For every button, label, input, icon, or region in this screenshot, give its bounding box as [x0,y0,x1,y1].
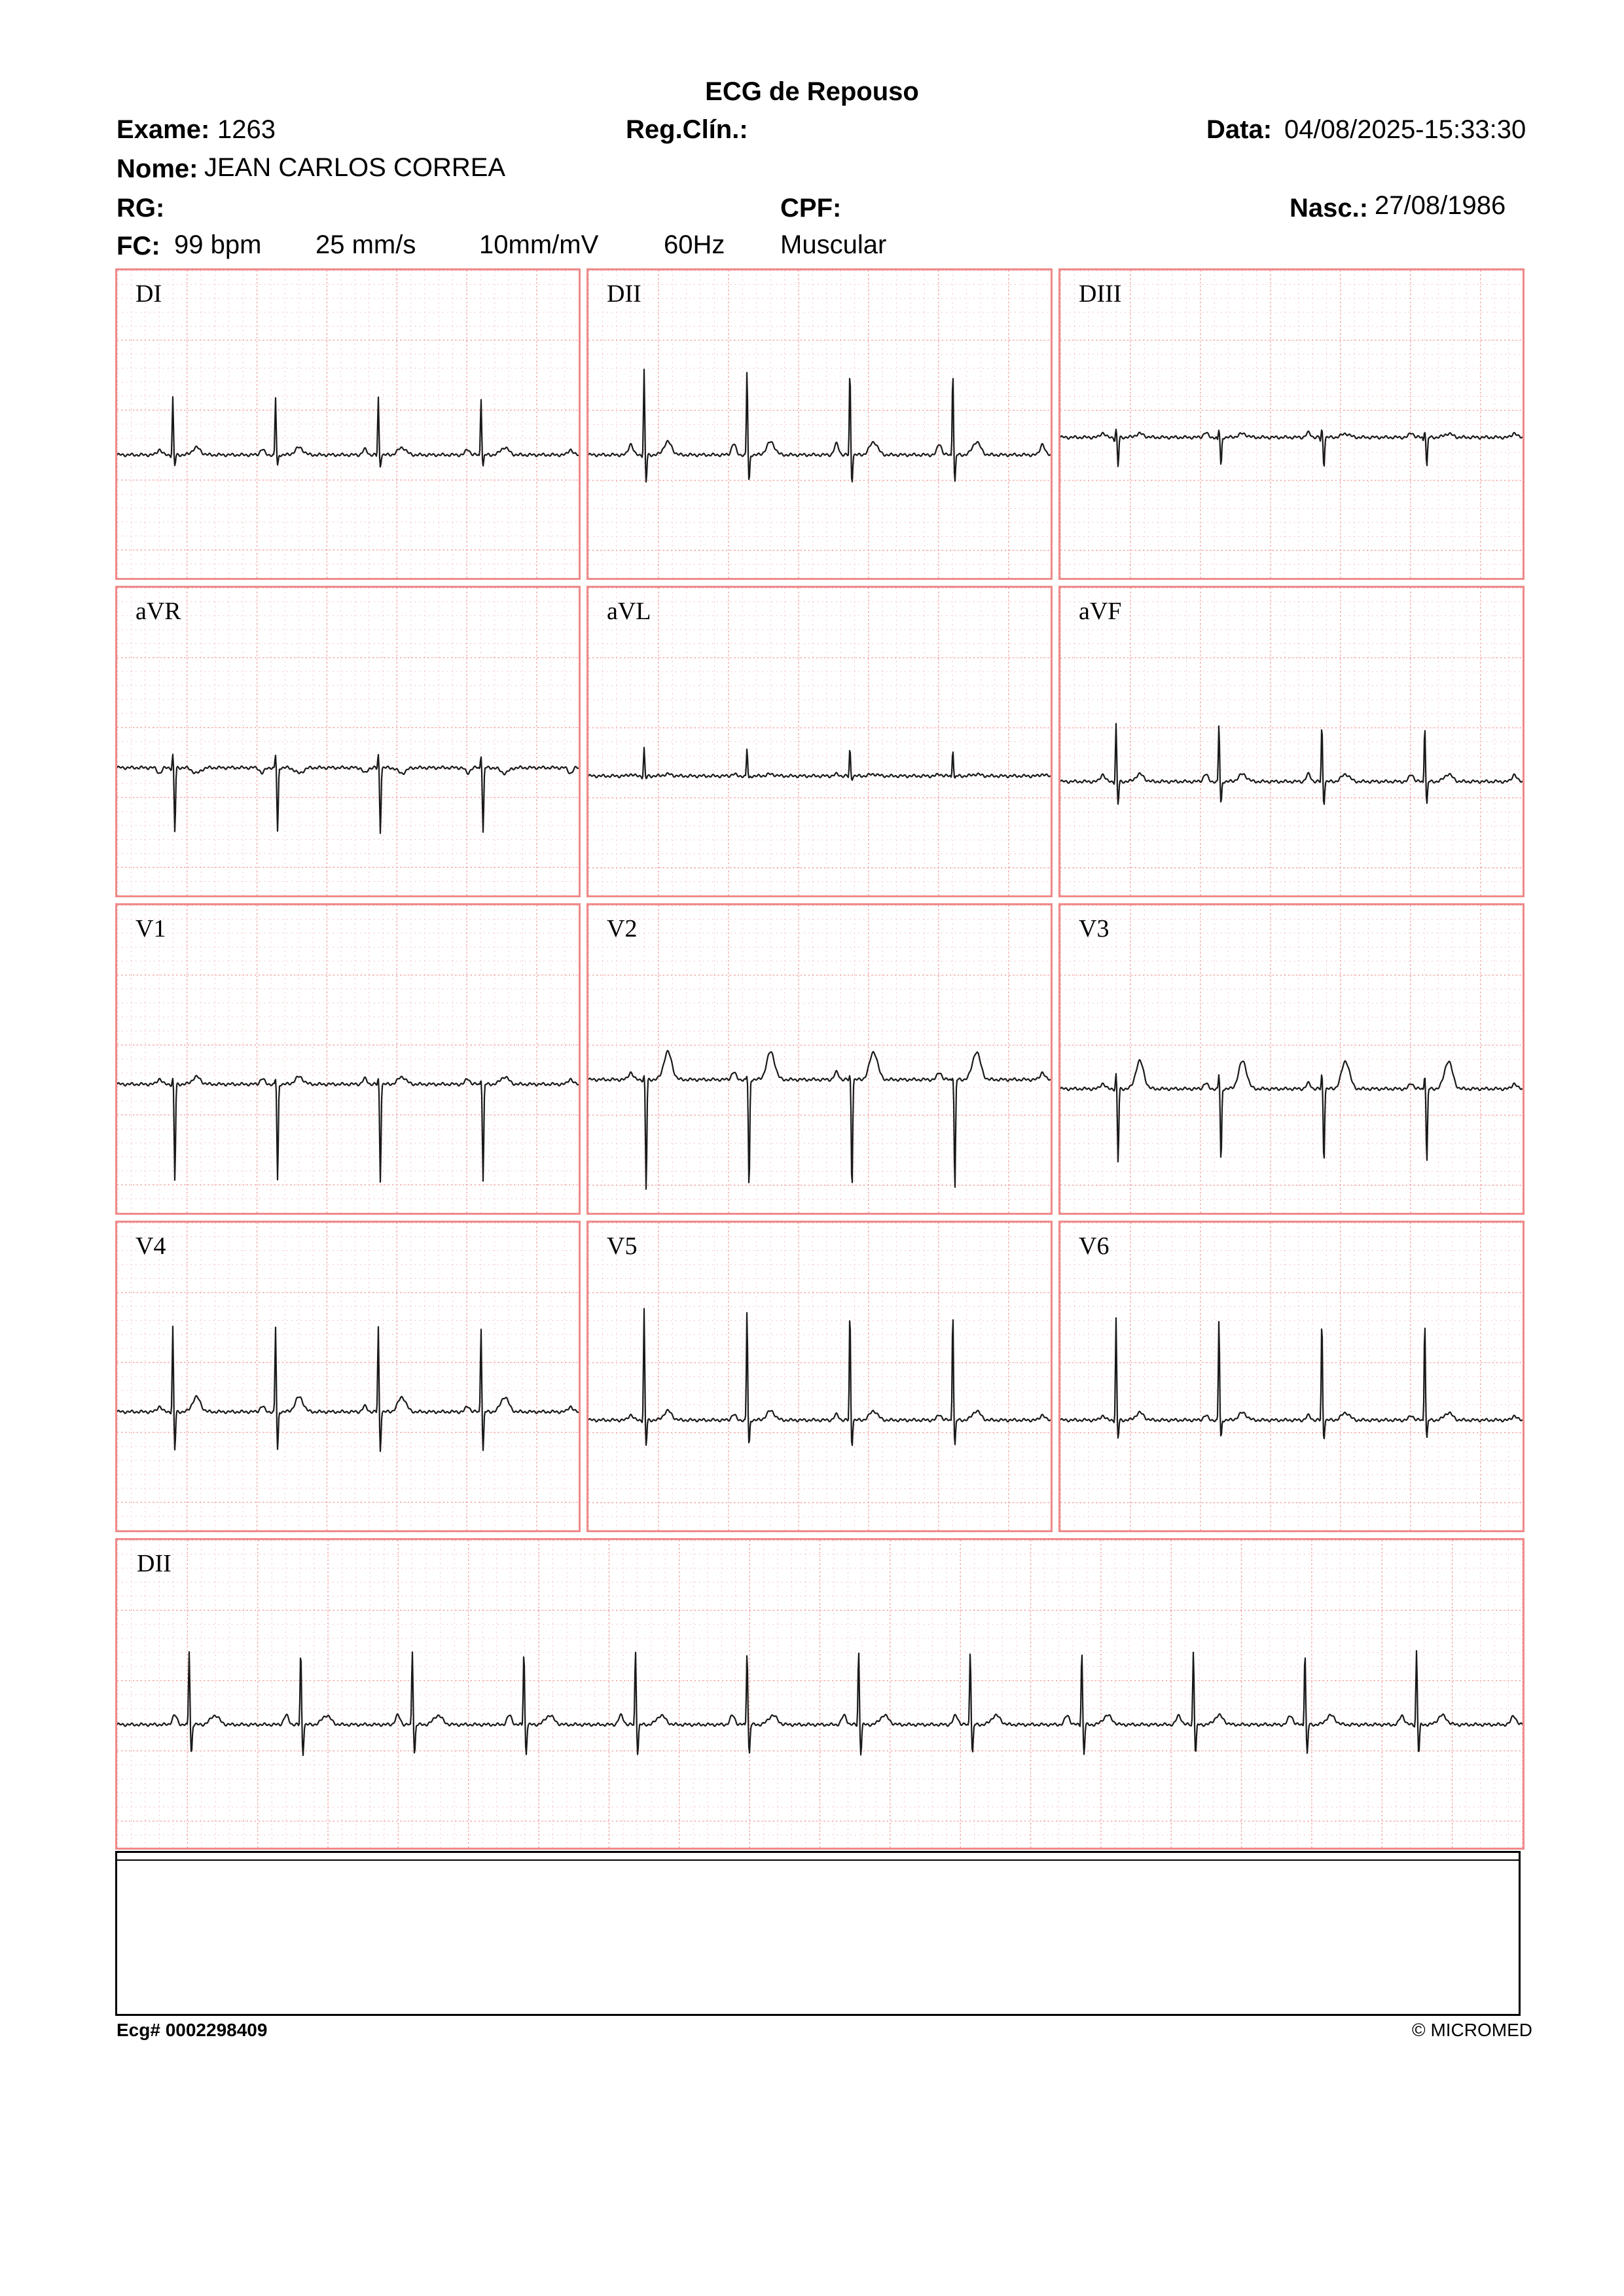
lead-label: DI [135,280,162,308]
ecg-waveform [1060,1060,1523,1162]
grid-minor [1060,588,1523,895]
grid-minor [117,588,579,895]
lead-panel-v6 [1058,1221,1525,1532]
fc-label: FC: [117,232,160,260]
lead-label: V6 [1079,1232,1110,1260]
grid-minor [1060,1223,1523,1530]
nasc-label: Nasc.: [1290,194,1369,223]
exame-label: Exame: [117,115,210,144]
ecg-waveform [588,369,1051,482]
lead-label: aVR [135,598,181,625]
ecg-trace [1060,905,1523,1213]
lead-label: V4 [135,1232,166,1260]
cpf-label: CPF: [780,194,842,223]
lead-panel-v2 [586,903,1053,1215]
grid-minor [1060,270,1523,578]
ecg-trace [117,588,579,895]
ecg-waveform [588,1309,1051,1446]
lead-panel-v1 [115,903,581,1215]
ecg-trace [1060,1223,1523,1530]
ecg-trace [117,1540,1523,1848]
lead-label: V2 [607,915,638,942]
ecg-waveform [1060,1318,1523,1439]
ecg-trace [1060,270,1523,578]
lead-panel-di [115,268,581,580]
ecg-trace [588,1223,1051,1530]
lead-panel-v3 [1058,903,1525,1215]
exame-value: 1263 [217,115,276,144]
lead-label: DII [137,1550,171,1577]
lead-label: aVL [607,598,651,625]
regclin-label: Reg.Clín.: [626,115,748,144]
ecg-waveform [1060,429,1523,467]
ecg-waveform [117,397,579,467]
lead-label: V3 [1079,915,1110,942]
ecg-trace [1060,588,1523,895]
nome-label: Nome: [117,154,198,183]
lead-label: DII [607,280,641,308]
grid-minor [588,270,1051,578]
ecg-waveform [1060,724,1523,804]
gain: 10mm/mV [479,230,599,259]
ecg-trace [588,588,1051,895]
report-title: ECG de Repouso [705,77,919,106]
lead-panel-diii [1058,268,1525,580]
copyright: © MICROMED [1412,2020,1532,2040]
data-value: 04/08/2025-15:33:30 [1284,115,1526,144]
grid-minor [1060,905,1523,1213]
ecg-trace [588,905,1051,1213]
fc-value: 99 bpm [174,230,262,259]
comment-box [115,1851,1521,2016]
lead-label: aVF [1079,598,1122,625]
rhythm-strip-dii [115,1538,1525,1850]
grid-minor [588,1223,1051,1530]
filter-type: Muscular [780,230,887,259]
data-label: Data: [1206,115,1272,144]
ecg-trace [117,905,579,1213]
ecg-waveform [588,747,1051,780]
lead-panel-v4 [115,1221,581,1532]
lead-panel-v5 [586,1221,1053,1532]
filter-frequency: 60Hz [664,230,725,259]
paper-speed: 25 mm/s [316,230,416,259]
lead-label: DIII [1079,280,1122,308]
lead-panel-avf [1058,586,1525,897]
ecg-trace [117,270,579,578]
ecg-trace [588,270,1051,578]
ecg-waveform [588,1050,1051,1189]
lead-label: V1 [135,915,166,942]
rg-label: RG: [117,194,165,223]
ecg-trace [117,1223,579,1530]
ecg-id: Ecg# 0002298409 [117,2020,268,2040]
comment-box-rule [117,1859,1519,1861]
nome-value: JEAN CARLOS CORREA [204,153,506,182]
grid-minor [117,270,579,578]
nasc-value: 27/08/1986 [1375,191,1506,220]
lead-panel-avr [115,586,581,897]
lead-panel-avl [586,586,1053,897]
grid-minor [117,905,579,1213]
grid-minor [588,588,1051,895]
grid-minor [588,905,1051,1213]
ecg-waveform [117,755,579,834]
grid-minor [117,1223,579,1530]
lead-panel-dii [586,268,1053,580]
lead-label: V5 [607,1232,638,1260]
